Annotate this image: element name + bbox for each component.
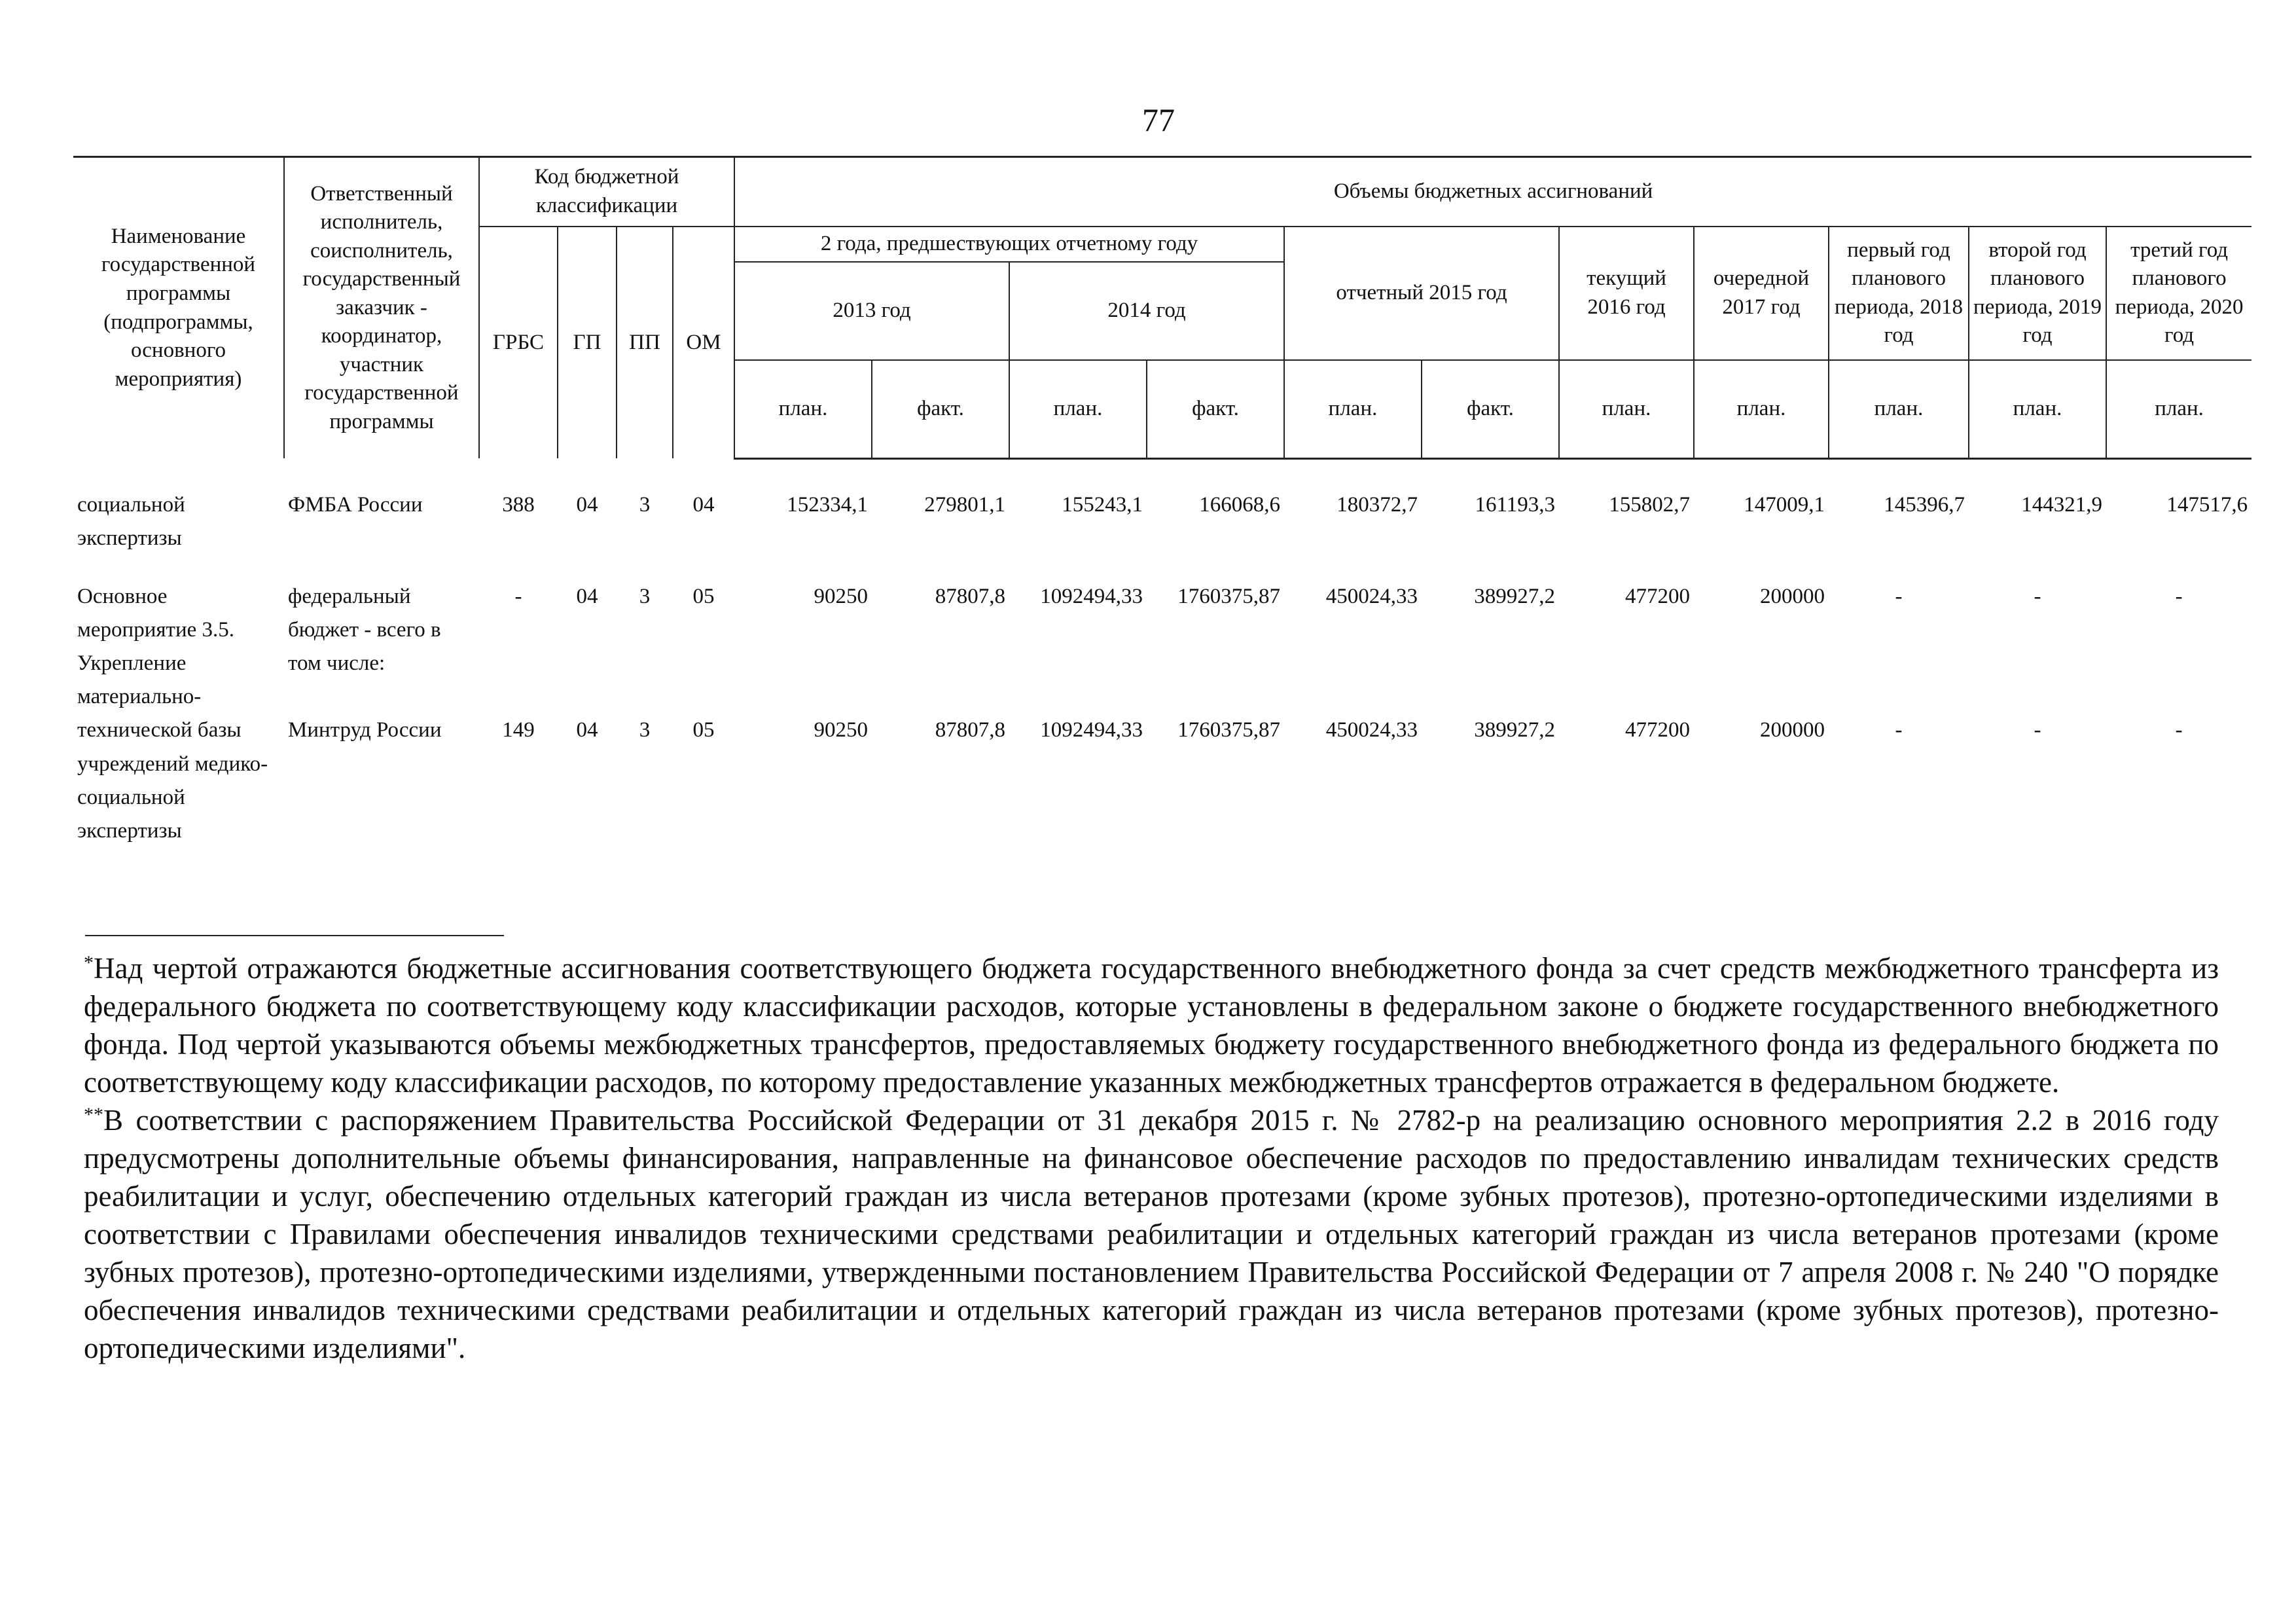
- header-fact: факт.: [1147, 360, 1284, 459]
- cell-2016-plan: 155802,7: [1609, 492, 1691, 517]
- cell-2020-plan: -: [2175, 584, 2183, 608]
- cell-2015-plan: 450024,33: [1325, 584, 1418, 608]
- header-volumes: Объемы бюджетных ассигнований: [734, 157, 2251, 227]
- header-name: Наименование государственной программы (подпрограммы, основного мероприятия): [73, 157, 284, 459]
- cell-2013-plan: 90250: [814, 718, 869, 742]
- cell-2019-plan: -: [2034, 584, 2041, 608]
- header-third-2020: третий год планового периода, 2020 год: [2106, 227, 2251, 360]
- row-grbs: 388: [502, 492, 535, 517]
- header-plan: план.: [1829, 360, 1969, 459]
- header-report-2015: отчетный 2015 год: [1284, 227, 1559, 360]
- header-plan: план.: [1694, 360, 1829, 459]
- footnote-mark: **: [84, 1104, 103, 1125]
- cell-2013-plan: 90250: [814, 584, 869, 608]
- footnote-mark: *: [84, 952, 94, 974]
- footnote-single-star: [84, 949, 2219, 1101]
- table-row: [73, 580, 2251, 714]
- header-plan: план.: [1559, 360, 1694, 459]
- cell-2018-plan: -: [1895, 584, 1903, 608]
- header-plan: план.: [734, 360, 872, 459]
- footnote-text: Над чертой отражаются бюджетные ассигнования соответствующего бюджета государственного внебюджетного фонда за счет средств межбюджетного трансферта из федерального бюджета по соответствующему коду классификации расходов, которые установлены в федеральном законе о бюджете государственного внебюджетного фонда. Под чертой указываются объемы межбюджетных трансфертов, предоставляемых бюджету государственного внебюджетного фонда из федерального бюджета по соответствующему коду классификации расходов, по которому предоставление указанных межбюджетных трансфертов отражается в федеральном бюджете.: [84, 952, 2219, 1099]
- cell-2014-plan: 155243,1: [1062, 492, 1143, 517]
- cell-2015-plan: 450024,33: [1325, 718, 1418, 742]
- header-plan: план.: [1009, 360, 1147, 459]
- row-pp: 3: [639, 718, 651, 742]
- cell-2019-plan: -: [2034, 718, 2041, 742]
- header-fact: факт.: [872, 360, 1009, 459]
- cell-2020-plan: -: [2175, 718, 2183, 742]
- header-pp: ПП: [617, 227, 673, 458]
- row-om: 05: [692, 718, 715, 742]
- header-current-2016: текущий 2016 год: [1559, 227, 1694, 360]
- cell-2014-plan: 1092494,33: [1040, 718, 1143, 742]
- header-plan: план.: [1969, 360, 2106, 459]
- cell-2016-plan: 477200: [1625, 584, 1691, 608]
- cell-2015-plan: 180372,7: [1336, 492, 1418, 517]
- header-second-2019: второй год планового периода, 2019 год: [1969, 227, 2106, 360]
- header-grbs: ГРБС: [479, 227, 558, 458]
- header-executor: Ответственный исполнитель, соисполнитель, государственный заказчик - координатор, участник государственной программы: [284, 157, 479, 459]
- row-name: технической базы учреждений медико-социальной экспертизы: [77, 718, 268, 843]
- cell-2020-plan: 147517,6: [2166, 492, 2248, 517]
- row-pp: 3: [639, 492, 651, 517]
- header-2014: 2014 год: [1009, 262, 1284, 360]
- header-first-2018: первый год планового периода, 2018 год: [1829, 227, 1969, 360]
- header-plan: план.: [1284, 360, 1422, 459]
- cell-2016-plan: 477200: [1625, 718, 1691, 742]
- cell-2013-plan: 152334,1: [787, 492, 869, 517]
- row-executor: федеральный бюджет - всего в том числе:: [288, 584, 441, 676]
- row-grbs: -: [514, 584, 522, 608]
- header-fact: факт.: [1422, 360, 1559, 459]
- row-om: 05: [692, 584, 715, 608]
- cell-2018-plan: 145396,7: [1884, 492, 1965, 517]
- cell-2014-fact: 1760375,87: [1177, 718, 1281, 742]
- header-plan: план.: [2106, 360, 2251, 459]
- row-executor: Минтруд России: [288, 718, 442, 742]
- cell-2014-fact: 166068,6: [1199, 492, 1281, 517]
- header-next-2017: очередной 2017 год: [1694, 227, 1829, 360]
- row-gp: 04: [576, 718, 598, 742]
- footnote-text: В соответствии с распоряжением Правительства Российской Федерации от 31 декабря 2015 г. № 2782-р на реализацию основного мероприятия 2.2 в 2016 году предусмотрены дополнительные объемы финансирования, направленные на финансовое обеспечение расходов по предоставлению инвалидам технических средств реабилитации и услуг, обеспечению отдельных категорий граждан из числа ветеранов протезами (кроме зубных протезов), протезно-ортопедическими изделиями в соответствии с Правилами обеспечения инвалидов техническими средствами реабилитации и отдельных категорий граждан из числа ветеранов протезами (кроме зубных протезов), протезно-ортопедическими изделиями, утвержденными постановлением Правительства Российской Федерации от 7 апреля 2008 г. № 240 "О порядке обеспечения инвалидов техническими средствами реабилитации и отдельных категорий граждан из числа ветеранов протезами (кроме зубных протезов), протезно-ортопедическими изделиями".: [84, 1104, 2219, 1364]
- footnote-divider: [85, 935, 504, 936]
- cell-2017-plan: 200000: [1760, 718, 1825, 742]
- row-pp: 3: [639, 584, 651, 608]
- cell-2013-fact: 279801,1: [924, 492, 1006, 517]
- row-gp: 04: [576, 584, 598, 608]
- table-row: [73, 488, 2251, 555]
- budget-allocation-table: [73, 156, 2251, 848]
- cell-2014-plan: 1092494,33: [1040, 584, 1143, 608]
- header-om: ОМ: [673, 227, 734, 458]
- header-2013: 2013 год: [734, 262, 1009, 360]
- cell-2013-fact: 87807,8: [935, 718, 1006, 742]
- cell-2013-fact: 87807,8: [935, 584, 1006, 608]
- footnote-double-star: [84, 1101, 2219, 1367]
- cell-2015-fact: 161193,3: [1475, 492, 1556, 517]
- header-gp: ГП: [558, 227, 617, 458]
- cell-2014-fact: 1760375,87: [1177, 584, 1281, 608]
- row-name: социальной экспертизы: [77, 492, 185, 550]
- row-gp: 04: [576, 492, 598, 517]
- header-prev-years: 2 года, предшествующих отчетному году: [734, 227, 1284, 262]
- table-row: [73, 714, 2251, 848]
- cell-2015-fact: 389927,2: [1474, 718, 1556, 742]
- cell-2019-plan: 144321,9: [2021, 492, 2103, 517]
- footnotes: [84, 949, 2219, 1367]
- header-budget-code: Код бюджетной классификации: [479, 157, 734, 227]
- cell-2017-plan: 147009,1: [1744, 492, 1825, 517]
- row-executor: ФМБА России: [288, 492, 423, 517]
- cell-2015-fact: 389927,2: [1474, 584, 1556, 608]
- row-om: 04: [692, 492, 715, 517]
- page-number: 77: [1142, 101, 1175, 138]
- row-name: Основное мероприятие 3.5. Укрепление материально-: [77, 584, 235, 709]
- row-grbs: 149: [502, 718, 535, 742]
- cell-2018-plan: -: [1895, 718, 1903, 742]
- cell-2017-plan: 200000: [1760, 584, 1825, 608]
